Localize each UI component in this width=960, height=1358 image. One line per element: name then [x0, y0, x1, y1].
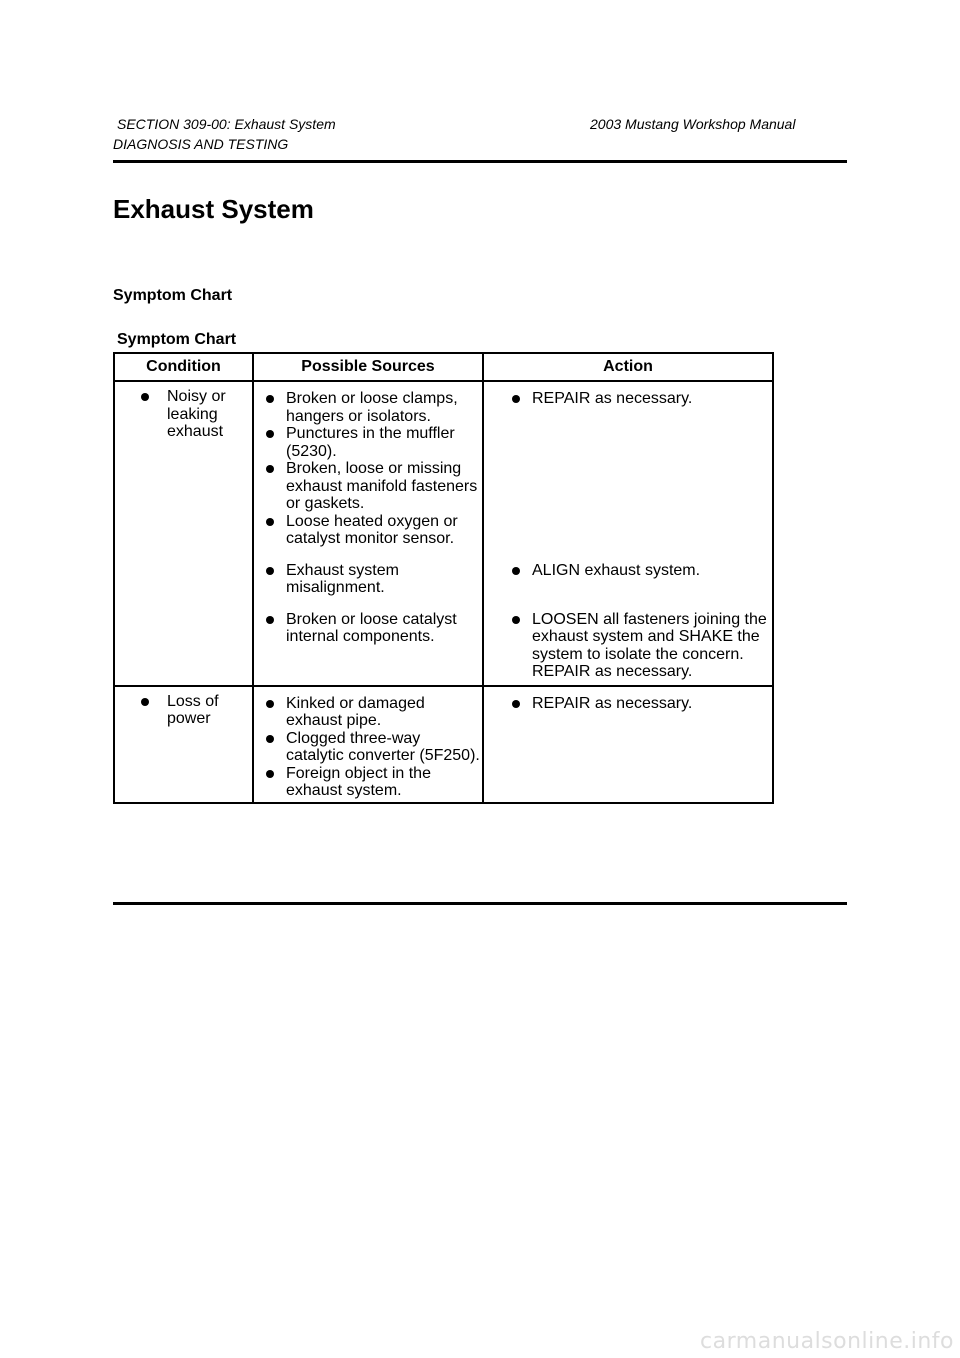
list-item: [508, 695, 772, 713]
symptom-chart-table: [113, 352, 774, 804]
column-header-possible-sources: Possible Sources: [253, 353, 483, 381]
sources-cell: [253, 381, 483, 558]
condition-cell: [114, 381, 253, 686]
page-title: Exhaust System: [113, 194, 314, 224]
source-text: Foreign object in the exhaust system.: [286, 764, 431, 799]
source-text: Broken, loose or missing exhaust manifold fasteners or gaskets.: [286, 460, 478, 512]
list-item: [262, 730, 482, 765]
list-item: [262, 513, 482, 548]
action-cell: [483, 558, 773, 607]
bullet-icon: [266, 430, 274, 438]
section-header: SECTION 309-00: Exhaust System: [117, 116, 336, 132]
list-item: [262, 460, 482, 513]
condition-text: Loss of power: [167, 692, 219, 727]
source-text: Clogged three-way catalytic converter (5F250).: [286, 729, 480, 764]
list-item: [262, 390, 482, 425]
source-text: Broken or loose catalyst internal components.: [286, 610, 457, 645]
table-header-row: [114, 353, 773, 381]
bullet-icon: [266, 465, 274, 473]
sources-cell: [253, 607, 483, 686]
section-subheading: Symptom Chart: [113, 287, 233, 304]
action-text: REPAIR as necessary.: [532, 390, 693, 407]
sources-cell: [253, 558, 483, 607]
bullet-icon: [141, 393, 149, 401]
watermark: carmanualsonline.info: [700, 1329, 954, 1354]
source-text: Kinked or damaged exhaust pipe.: [286, 694, 425, 729]
condition-text: Noisy or leaking exhaust: [167, 388, 226, 440]
source-text: Punctures in the muffler (5230).: [286, 425, 455, 460]
action-text: LOOSEN all fasteners joining the exhaust system and SHAKE the system to isolate the concern. REPAIR as necessary.: [532, 610, 767, 680]
action-cell: [483, 686, 773, 803]
table-caption: Symptom Chart: [117, 331, 237, 348]
list-item: [139, 388, 252, 441]
list-item: [262, 562, 482, 597]
bullet-icon: [266, 770, 274, 778]
table-row: [114, 381, 773, 558]
list-item: [508, 562, 772, 580]
bullet-icon: [266, 700, 274, 708]
action-text: REPAIR as necessary.: [532, 694, 693, 712]
bullet-icon: [266, 735, 274, 743]
list-item: [139, 693, 252, 728]
list-item: [262, 695, 482, 730]
source-text: Broken or loose clamps, hangers or isolators.: [286, 390, 458, 425]
footer-divider: [113, 902, 847, 905]
condition-cell: [114, 686, 253, 803]
list-item: [262, 765, 482, 800]
bullet-icon: [512, 395, 520, 403]
column-header-action: Action: [483, 353, 773, 381]
bullet-icon: [266, 395, 274, 403]
list-item: [508, 390, 772, 408]
list-item: [262, 611, 482, 646]
sources-cell: [253, 686, 483, 803]
bullet-icon: [512, 567, 520, 575]
header-divider: [113, 160, 847, 163]
column-header-condition: Condition: [114, 353, 253, 381]
list-item: [262, 425, 482, 460]
action-text: ALIGN exhaust system.: [532, 561, 701, 579]
list-item: [508, 611, 772, 681]
manual-title: 2003 Mustang Workshop Manual: [590, 116, 796, 132]
source-text: Loose heated oxygen or catalyst monitor sensor.: [286, 512, 458, 547]
bullet-icon: [512, 700, 520, 708]
bullet-icon: [266, 567, 274, 575]
action-cell: [483, 381, 773, 558]
table-row: [114, 686, 773, 803]
subsection-header: DIAGNOSIS AND TESTING: [113, 136, 289, 152]
bullet-icon: [141, 698, 149, 706]
source-text: Exhaust system misalignment.: [286, 561, 399, 596]
bullet-icon: [512, 616, 520, 624]
action-cell: [483, 607, 773, 686]
bullet-icon: [266, 518, 274, 526]
bullet-icon: [266, 616, 274, 624]
